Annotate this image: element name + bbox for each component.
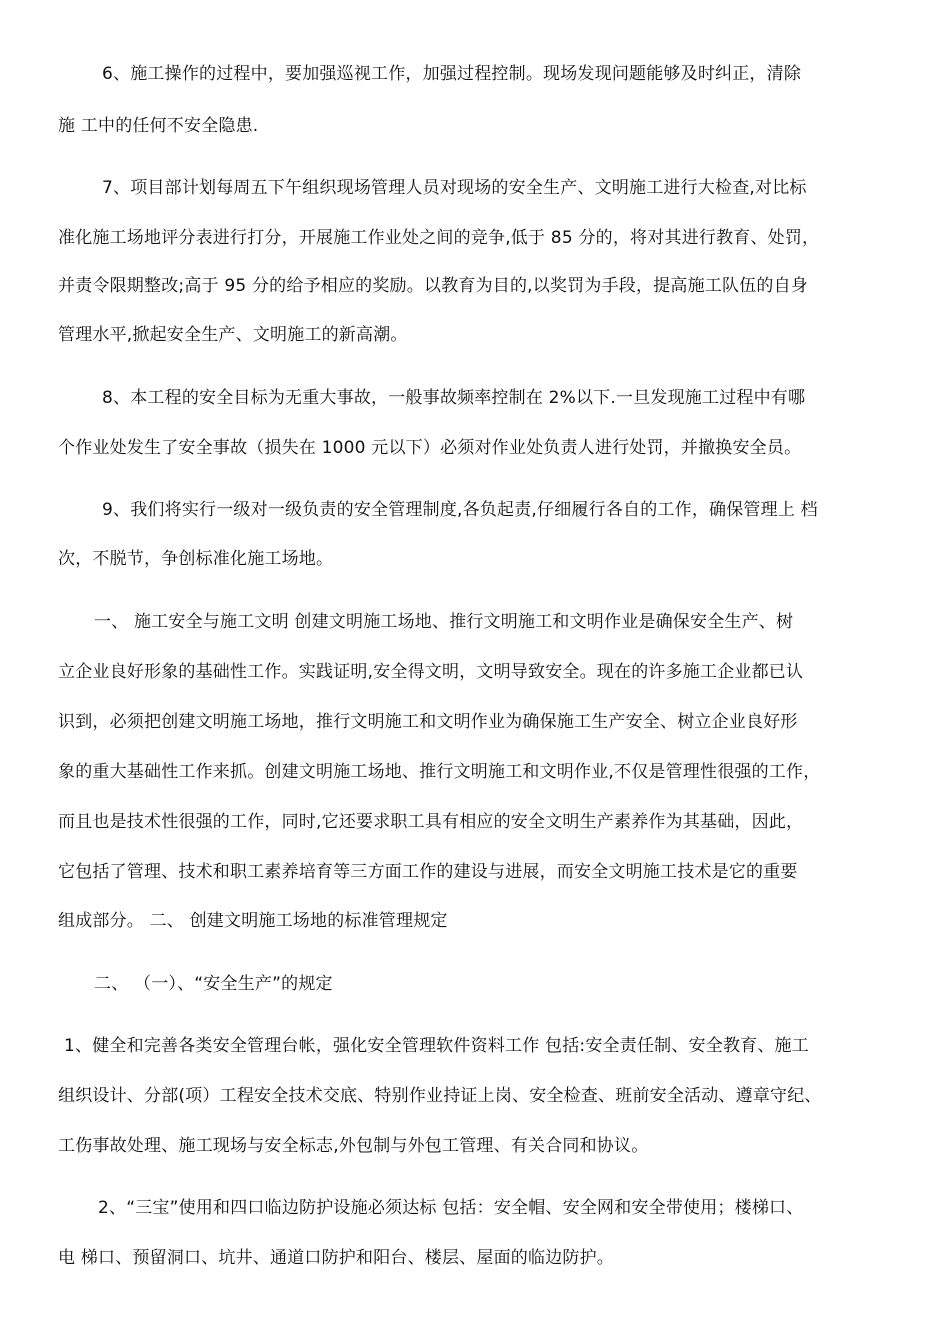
paragraph-6-line-2: 施 工中的任何不安全隐患. <box>58 116 259 136</box>
item-2-line-2: 电 梯口、预留洞口、坑井、通道口防护和阳台、楼层、屋面的临边防护。 <box>58 1248 615 1268</box>
section-1-line-6: 它包括了管理、技术和职工素养培育等三方面工作的建设与进展，而安全文明施工技术是它的重要 <box>58 862 798 882</box>
paragraph-7-line-2: 准化施工场地评分表进行打分，开展施工作业处之间的竞争,低于 85 分的，将对其进行教育、处罚， <box>58 228 820 248</box>
item-1-line-2: 组织设计、分部(项）工程安全技术交底、特别作业持证上岗、安全检查、班前安全活动、遵章守纪、 <box>58 1086 822 1106</box>
paragraph-7-line-3: 并责令限期整改;高于 95 分的给予相应的奖励。以教育为目的,以奖罚为手段，提高施工队伍的自身 <box>58 276 808 296</box>
section-1-line-7: 组成部分。 二、 创建文明施工场地的标准管理规定 <box>58 911 448 931</box>
section-1-line-5: 而且也是技术性很强的工作，同时,它还要求职工具有相应的安全文明生产素养作为其基础，因此， <box>58 812 804 832</box>
paragraph-6-line-1: 6、施工操作的过程中，要加强巡视工作，加强过程控制。现场发现问题能够及时纠正，清除 <box>102 64 802 84</box>
item-2-line-1: 2、“三宝”使用和四口临边防护设施必须达标 包括：安全帽、安全网和安全带使用；楼梯口、 <box>98 1198 804 1218</box>
paragraph-9-line-2: 次，不脱节，争创标准化施工场地。 <box>58 549 334 569</box>
item-1-line-3: 工伤事故处理、施工现场与安全标志,外包制与外包工管理、有关合同和协议。 <box>58 1136 649 1156</box>
paragraph-9-line-1: 9、我们将实行一级对一级负责的安全管理制度,各负起责,仔细履行各自的工作，确保管理上 档 <box>102 500 818 520</box>
paragraph-8-line-2: 个作业处发生了安全事故（损失在 1000 元以下）必须对作业处负责人进行处罚，并撤换安全员。 <box>58 438 802 458</box>
paragraph-8-line-1: 8、本工程的安全目标为无重大事故，一般事故频率控制在 2%以下.一旦发现施工过程中有哪 <box>102 388 806 408</box>
section-1-line-4: 象的重大基础性工作来抓。创建文明施工场地、推行文明施工和文明作业,不仅是管理性很强的工作， <box>58 762 821 782</box>
section-2-heading: 二、 （一）、“安全生产”的规定 <box>94 974 333 994</box>
section-1-line-2: 立企业良好形象的基础性工作。实践证明,安全得文明，文明导致安全。现在的许多施工企业都已认 <box>58 662 804 682</box>
paragraph-7-line-4: 管理水平,掀起安全生产、文明施工的新高潮。 <box>58 325 408 345</box>
paragraph-7-line-1: 7、项目部计划每周五下午组织现场管理人员对现场的安全生产、文明施工进行大检查,对比标 <box>102 178 807 198</box>
section-1-line-1: 一、 施工安全与施工文明 创建文明施工场地、推行文明施工和文明作业是确保安全生产、树 <box>94 612 794 632</box>
item-1-line-1: 1、健全和完善各类安全管理台帐，强化安全管理软件资料工作 包括:安全责任制、安全教育、施工 <box>64 1036 809 1056</box>
section-1-line-3: 识到，必须把创建文明施工场地，推行文明施工和文明作业为确保施工生产安全、树立企业良好形 <box>58 712 798 732</box>
